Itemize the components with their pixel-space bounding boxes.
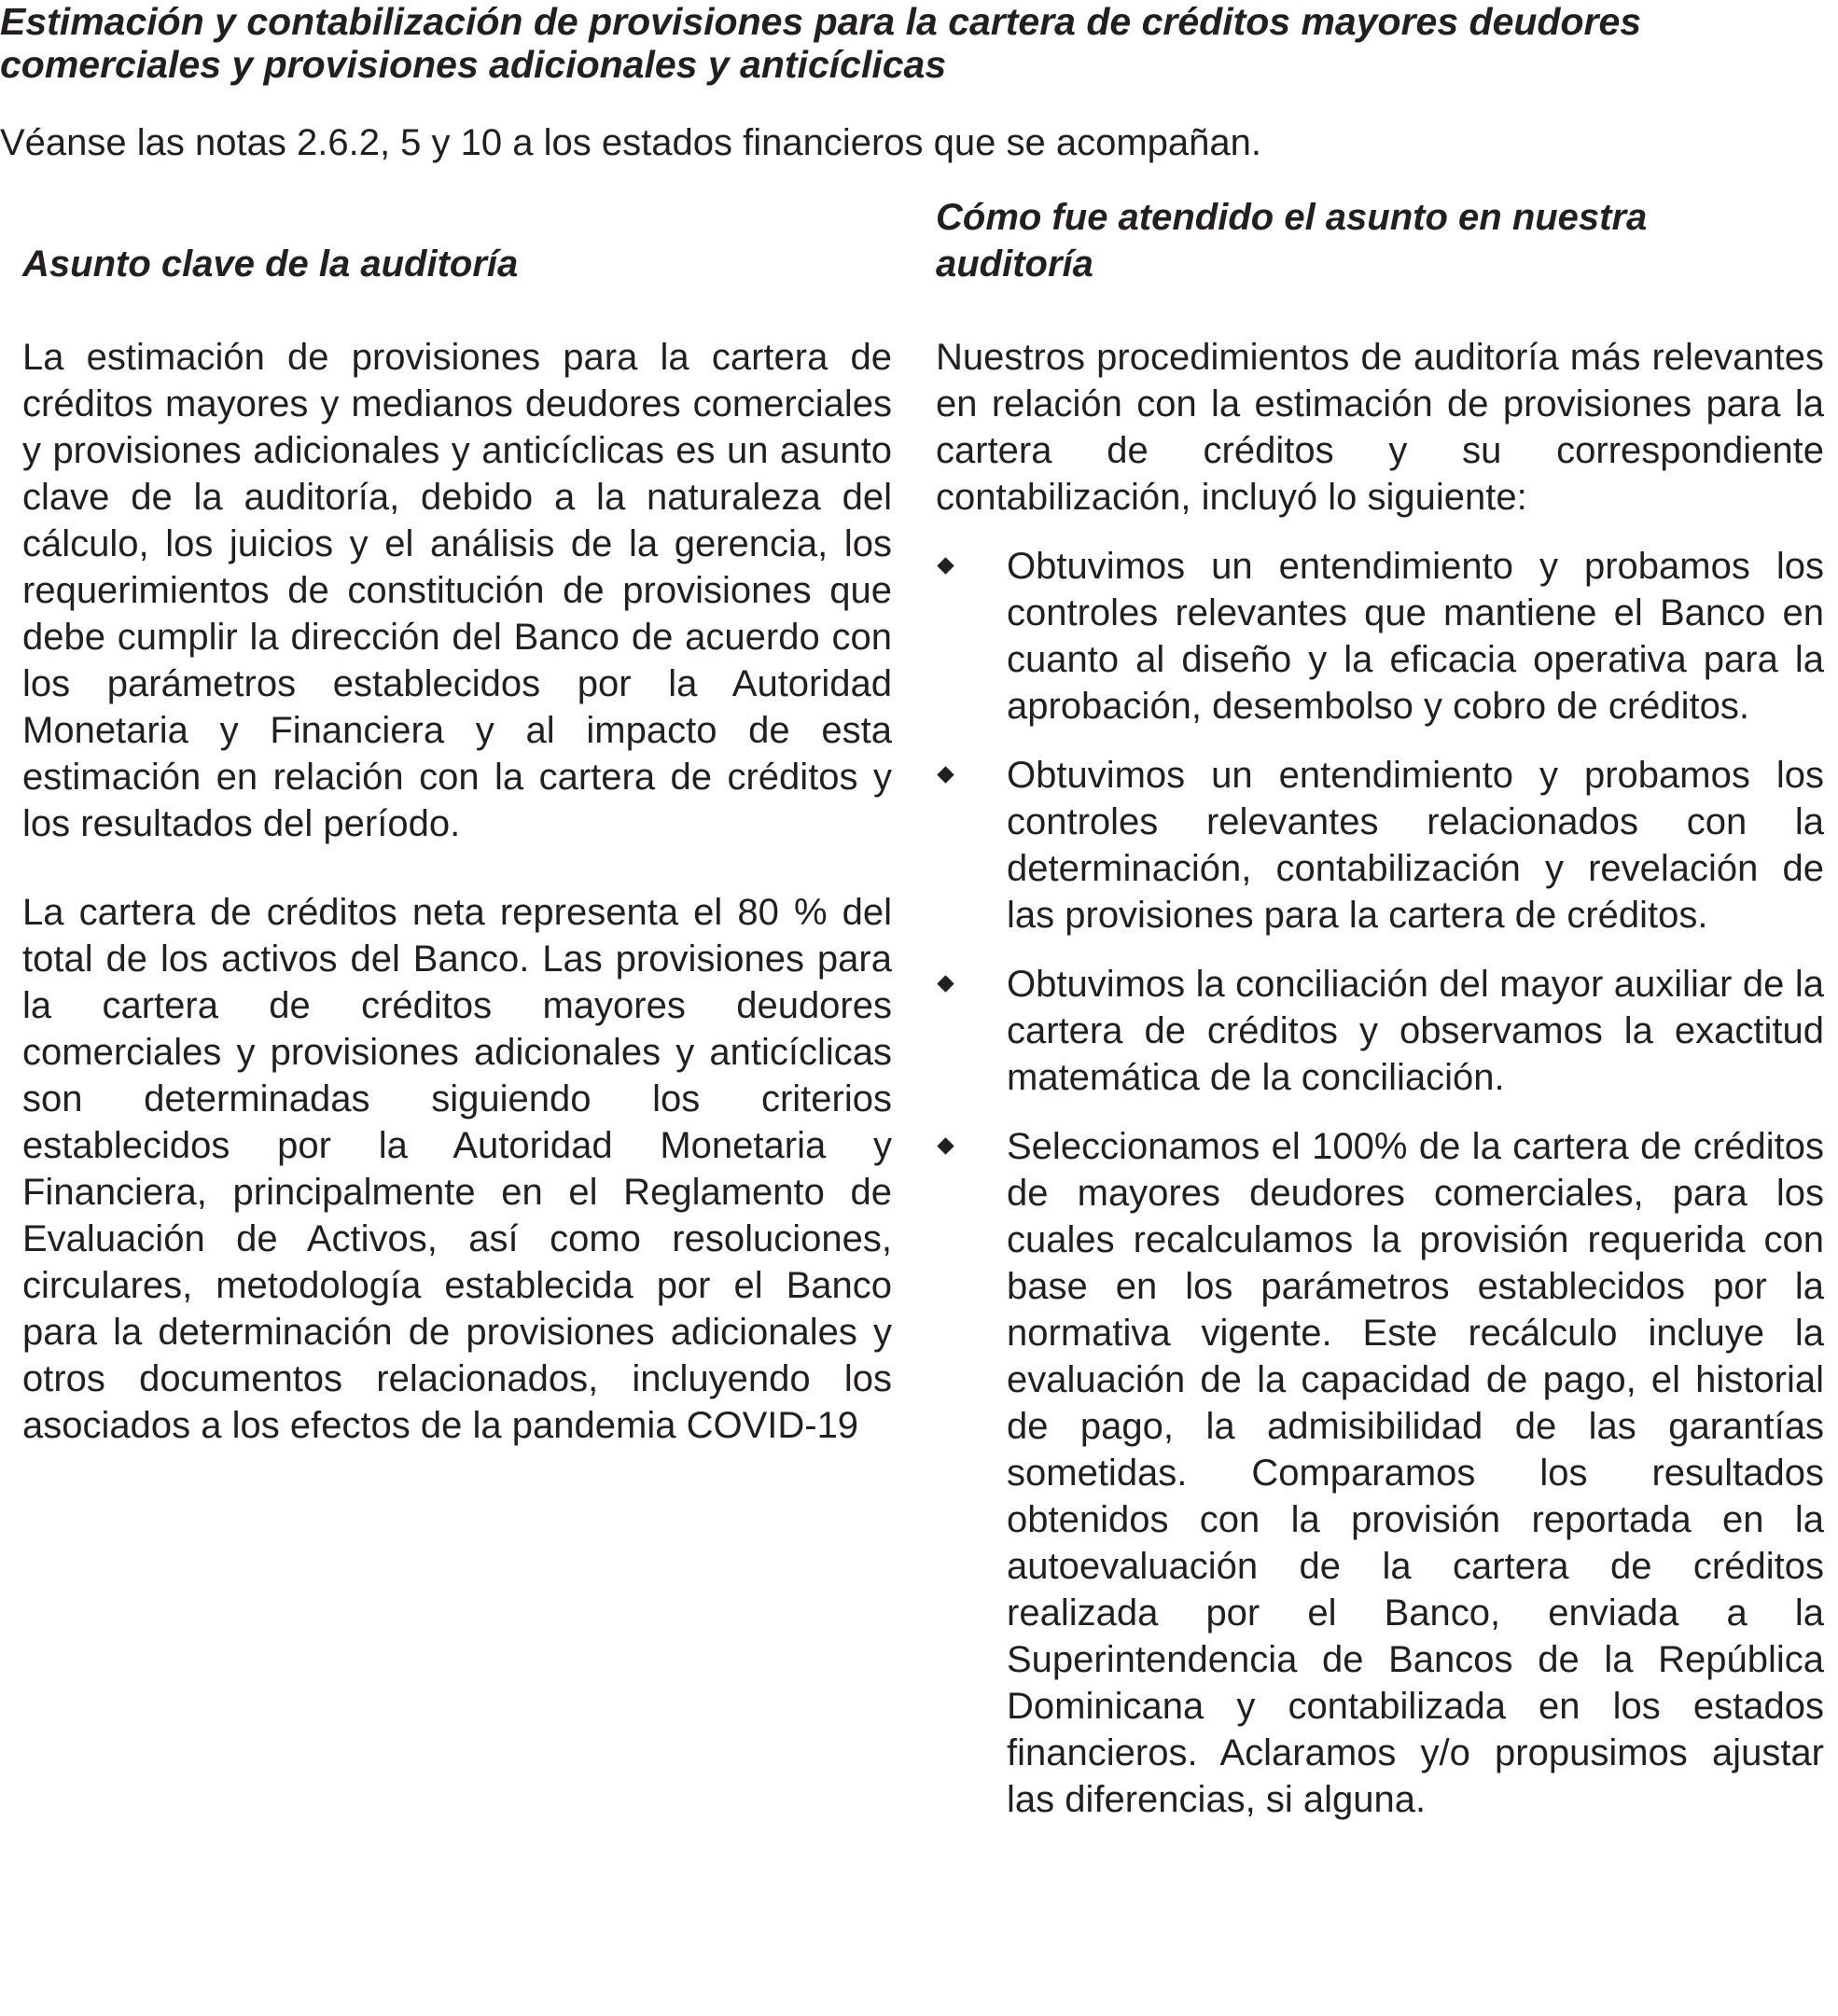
key-audit-matter-paragraph: La estimación de provisiones para la cartera de créditos mayores y medianos deudores comerciales y provisiones adicionales y anticíclicas es un asunto clave de la auditoría, debido a la naturaleza del cálculo, los juicios y el análisis de la gerencia, los requerimientos de constitución de provisiones que debe cumplir la dirección del Banco de acuerdo con los parámetros establecidos por la Autoridad Monetaria y Financiera y al impacto de esta estimación en relación con la cartera de créditos y los resultados del período. <box>22 337 892 844</box>
key-audit-matter-heading-text: Asunto clave de la auditoría <box>22 243 519 285</box>
audit-response-heading <box>936 194 1824 287</box>
list-item <box>936 752 1824 938</box>
list-item <box>936 1123 1824 1823</box>
list-item <box>936 543 1824 730</box>
audit-response-intro: Nuestros procedimientos de auditoría más relevantes en relación con la estimación de provisiones para la cartera de créditos y su correspondiente contabilización, incluyó lo siguiente: <box>936 337 1824 518</box>
list-item <box>936 961 1824 1101</box>
list-item-text: Obtuvimos un entendimiento y probamos los controles relevantes que mantiene el Banco en cuanto al diseño y la eficacia operativa para la aprobación, desembolso y cobro de créditos. <box>1007 546 1824 727</box>
key-audit-matter-paragraph: La cartera de créditos neta representa el 80 % del total de los activos del Banco. Las provisiones para la cartera de créditos mayores deudores comerciales y provisiones adicionales y anticíclicas son determinadas siguiendo los criterios establecidos por la Autoridad Monetaria y Financiera, principalmente en el Reglamento de Evaluación de Activos, así como resoluciones, circulares, metodología establecida por el Banco para la determinación de provisiones adicionales y otros documentos relacionados, incluyendo los asociados a los efectos de la pandemia COVID-19 <box>22 892 892 1446</box>
audit-response-column <box>936 194 1824 1845</box>
diamond-bullet-icon <box>937 1137 954 1154</box>
diamond-bullet-icon <box>937 975 954 992</box>
list-item-text: Obtuvimos la conciliación del mayor auxiliar de la cartera de créditos y observamos la exactitud matemática de la conciliación. <box>1007 964 1824 1098</box>
section-title: Estimación y contabilización de provisiones para la cartera de créditos mayores deudores comerciales y provisiones adicionales y anticíclicas <box>0 0 1642 86</box>
audit-response-heading-line: Cómo fue atendido el asunto en nuestra <box>936 197 1648 238</box>
list-item-text: Seleccionamos el 100% de la cartera de créditos de mayores deudores comerciales, para los cuales recalculamos la provisión requerida con base en los parámetros establecidos por la normativa vigente. Este recálculo incluye la evaluación de la capacidad de pago, el historial de pago, la admisibilidad de las garantías sometidas. Comparamos los resultados obtenidos con la provisión reportada en la autoevaluación de la cartera de créditos realizada por el Banco, enviada a la Superintendencia de Bancos de la República Dominicana y contabilizada en los estados financieros. Aclaramos y/o propusimos ajustar las diferencias, si alguna. <box>1007 1126 1824 1820</box>
key-audit-matter-column <box>22 194 892 1449</box>
key-audit-matter-heading <box>22 194 892 287</box>
audit-response-heading-line: auditoría <box>936 243 1093 285</box>
notes-reference: Véanse las notas 2.6.2, 5 y 10 a los estados financieros que se acompañan. <box>0 122 1261 163</box>
audit-procedures-list <box>936 543 1824 1823</box>
list-item-text: Obtuvimos un entendimiento y probamos los controles relevantes relacionados con la determinación, contabilización y revelación de las provisiones para la cartera de créditos. <box>1007 755 1824 936</box>
diamond-bullet-icon <box>937 766 954 783</box>
diamond-bullet-icon <box>937 557 954 574</box>
